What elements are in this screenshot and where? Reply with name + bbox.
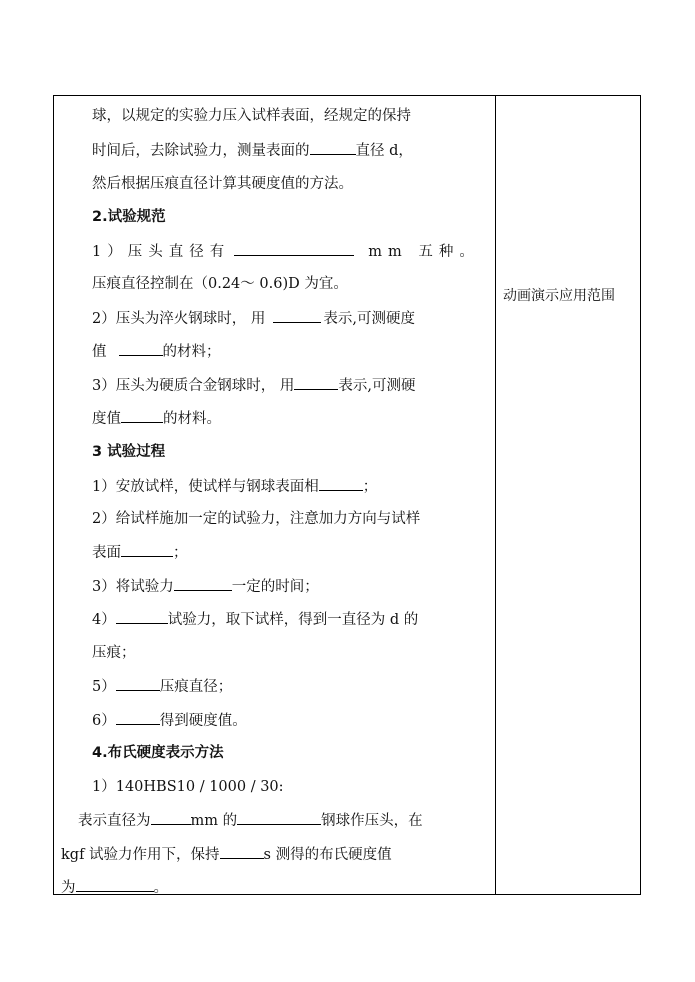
text-line: 然后根据压痕直径计算其硬度值的方法。 [92, 176, 353, 192]
fill-blank[interactable] [116, 609, 168, 624]
section-heading: 2.试验规范 [92, 209, 166, 225]
text-line: kgf 试验力作用下，保持 s 测得的布氏硬度值 [61, 844, 392, 865]
column-divider [495, 96, 496, 894]
text-line: 值 的材料； [92, 341, 221, 362]
section-heading: 4.布氏硬度表示方法 [92, 745, 224, 761]
fill-blank[interactable] [294, 375, 338, 390]
text-line: 度值 的材料。 [92, 408, 221, 429]
fill-blank[interactable] [151, 810, 191, 825]
section-heading: 3 试验过程 [92, 444, 166, 460]
fill-blank[interactable] [319, 476, 363, 491]
text-line: 3）压头为硬质合金钢球时， 用 表示,可测硬 [92, 375, 415, 396]
fill-blank[interactable] [174, 576, 232, 591]
fill-blank[interactable] [234, 241, 354, 256]
lesson-table [53, 95, 641, 895]
text-line: 4） 试验力，取下试样，得到一直径为 d 的 [92, 609, 418, 630]
fill-blank[interactable] [220, 844, 264, 859]
text-line: 表示直径为 mm 的 钢球作压头，在 [78, 810, 423, 831]
fill-blank[interactable] [237, 810, 321, 825]
text-line: 2）给试样施加一定的试验力，注意加力方向与试样 [92, 511, 421, 527]
fill-blank[interactable] [273, 308, 321, 323]
text-line: 1）安放试样，使试样与钢球表面相 ； [92, 476, 377, 497]
fill-blank[interactable] [121, 408, 163, 423]
fill-blank[interactable] [76, 877, 154, 892]
text-line: 球，以规定的实验力压入试样表面，经规定的保持 [92, 108, 411, 124]
fill-blank[interactable] [116, 710, 160, 725]
fill-blank[interactable] [116, 676, 160, 691]
text-line: 时间后，去除试验力，测量表面的 直径 d， [92, 140, 413, 161]
text-line: 5） 压痕直径； [92, 676, 232, 697]
text-line: 3）将试验力 一定的时间； [92, 576, 319, 597]
text-line: 1）140HBS10 / 1000 / 30: [92, 779, 284, 795]
fill-blank[interactable] [119, 341, 163, 356]
text-line: 表面 ； [92, 542, 188, 563]
text-line: 1）压头直径有 mm 五种。 [92, 241, 480, 262]
text-line: 压痕； [92, 645, 136, 661]
text-line: 为 。 [61, 877, 168, 898]
text-line: 压痕直径控制在（0.24～ 0.6)D 为宜。 [92, 276, 348, 292]
fill-blank[interactable] [121, 542, 173, 557]
fill-blank[interactable] [310, 140, 356, 155]
text-line: 2）压头为淬火钢球时， 用 表示,可测硬度 [92, 308, 415, 329]
right-column-note: 动画演示应用范围 [503, 288, 615, 304]
text-line: 6） 得到硬度值。 [92, 710, 247, 731]
